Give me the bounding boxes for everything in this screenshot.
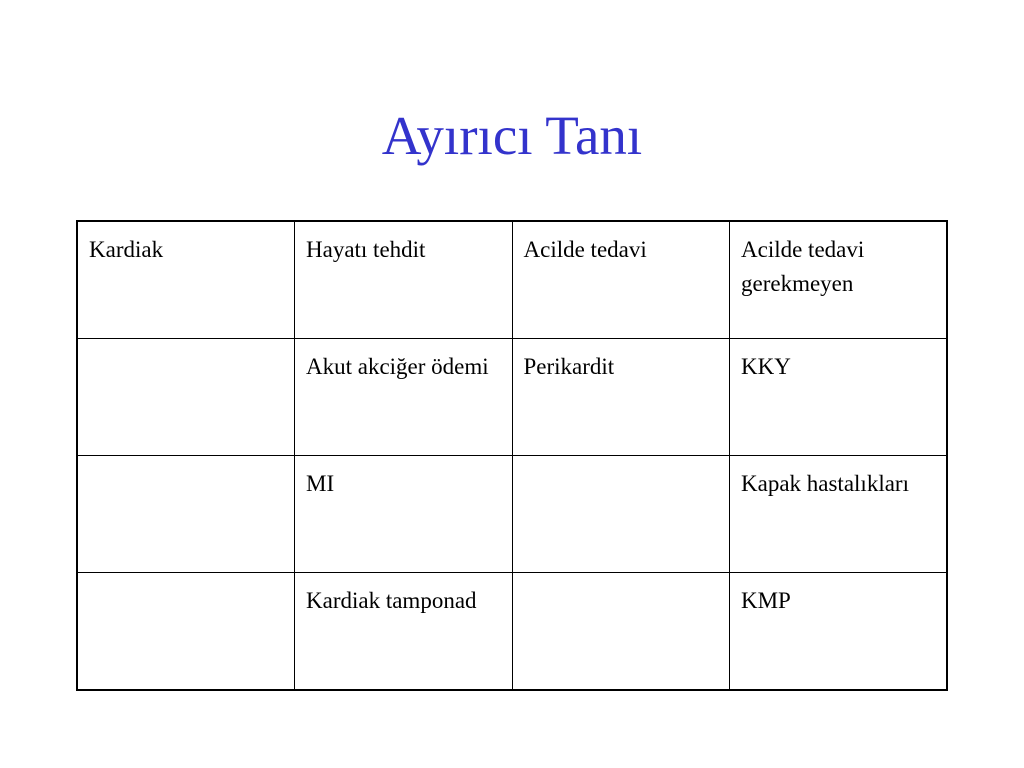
table-cell: Acilde tedavi gerekmeyen [730,221,948,338]
table-cell [512,456,730,573]
table-cell: MI [295,456,513,573]
table-cell: Acilde tedavi [512,221,730,338]
table-cell: Kardiak tamponad [295,573,513,690]
table-cell [512,573,730,690]
table-row [77,573,947,690]
table-cell: Perikardit [512,338,730,455]
table-cell: KMP [730,573,948,690]
table-cell: Kapak hastalıkları [730,456,948,573]
table-cell: Kardiak [77,221,295,338]
table-cell: Hayatı tehdit [295,221,513,338]
table-cell: KKY [730,338,948,455]
table-cell: Akut akciğer ödemi [295,338,513,455]
table-cell [77,456,295,573]
slide-title: Ayırıcı Tanı [381,105,643,166]
table-row [77,338,947,455]
table-cell [77,573,295,690]
table-row [77,221,947,338]
table-row [77,456,947,573]
differential-diagnosis-table [76,220,948,691]
table-cell [77,338,295,455]
